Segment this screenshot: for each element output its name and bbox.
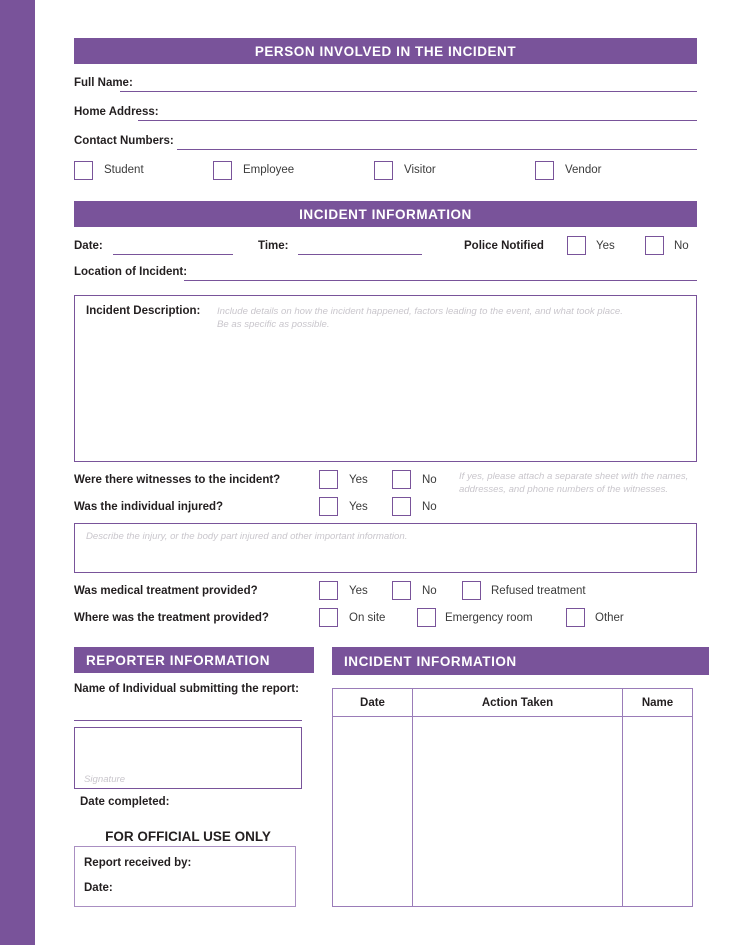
witnesses-hint-line1: If yes, please attach a separate sheet with the names, (459, 471, 689, 482)
full-name-input[interactable] (120, 91, 697, 92)
full-name-label: Full Name: (74, 77, 133, 89)
police-notified-label: Police Notified (464, 240, 544, 252)
action-log-body-row (333, 717, 693, 907)
action-log-column-name: Name (623, 689, 693, 717)
checkbox-treatment-on-site[interactable] (319, 608, 338, 627)
checkbox-employee-label: Employee (243, 164, 295, 176)
official-use-box (74, 846, 296, 907)
checkbox-treatment-emergency-room[interactable] (417, 608, 436, 627)
injury-description-hint: Describe the injury, or the body part injured and other important information. (86, 531, 408, 542)
injured-question-label: Was the individual injured? (74, 501, 224, 513)
checkbox-treatment-refused-label: Refused treatment (491, 585, 586, 597)
action-log-cell-action-taken[interactable] (413, 717, 623, 907)
checkbox-police-notified-yes-label: Yes (596, 240, 615, 252)
report-received-by-label: Report received by: (84, 857, 192, 869)
checkbox-treatment-refused[interactable] (462, 581, 481, 600)
action-log-column-action-taken: Action Taken (413, 689, 623, 717)
action-log-column-date: Date (333, 689, 413, 717)
checkbox-treatment-other-label: Other (595, 612, 624, 624)
form-content (74, 0, 697, 945)
checkbox-injured-no[interactable] (392, 497, 411, 516)
checkbox-employee[interactable] (213, 161, 232, 180)
incident-time-input[interactable] (298, 254, 422, 255)
section-header-incident-information-label: INCIDENT INFORMATION (299, 206, 472, 222)
official-date-label: Date: (84, 882, 113, 894)
checkbox-treatment-on-site-label: On site (349, 612, 386, 624)
witnesses-question-label: Were there witnesses to the incident? (74, 474, 281, 486)
incident-time-label: Time: (258, 240, 289, 252)
section-header-incident-information (74, 201, 697, 227)
action-log-cell-date[interactable] (333, 717, 413, 907)
action-log-header-row (333, 689, 693, 717)
checkbox-treatment-yes[interactable] (319, 581, 338, 600)
checkbox-injured-yes-label: Yes (349, 501, 368, 513)
checkbox-police-notified-yes[interactable] (567, 236, 586, 255)
section-header-person-involved-label: PERSON INVOLVED IN THE INCIDENT (254, 43, 517, 59)
contact-numbers-input[interactable] (177, 149, 697, 150)
witnesses-hint-line2: addresses, and phone numbers of the witnesses. (459, 484, 669, 495)
incident-date-label: Date: (74, 240, 103, 252)
section-header-action-log-label: INCIDENT INFORMATION (344, 653, 517, 669)
checkbox-injured-yes[interactable] (319, 497, 338, 516)
checkbox-treatment-no[interactable] (392, 581, 411, 600)
treatment-location-question-label: Where was the treatment provided? (74, 612, 269, 624)
checkbox-police-notified-no[interactable] (645, 236, 664, 255)
checkbox-student-label: Student (104, 164, 144, 176)
action-log-table (332, 688, 693, 907)
checkbox-student[interactable] (74, 161, 93, 180)
incident-description-hint-line1: Include details on how the incident happened, factors leading to the event, and what took place. (217, 306, 623, 317)
checkbox-witnesses-no[interactable] (392, 470, 411, 489)
location-of-incident-input[interactable] (184, 280, 697, 281)
action-log-cell-name[interactable] (623, 717, 693, 907)
home-address-input[interactable] (138, 120, 697, 121)
incident-date-input[interactable] (113, 254, 233, 255)
checkbox-vendor-label: Vendor (565, 164, 602, 176)
checkbox-witnesses-no-label: No (422, 474, 437, 486)
section-header-reporter-information-label: REPORTER INFORMATION (86, 652, 270, 668)
incident-description-hint-line2: Be as specific as possible. (217, 319, 330, 330)
checkbox-injured-no-label: No (422, 501, 437, 513)
checkbox-police-notified-no-label: No (674, 240, 689, 252)
reporter-name-label: Name of Individual submitting the report: (74, 683, 299, 695)
medical-treatment-question-label: Was medical treatment provided? (74, 585, 258, 597)
incident-description-label: Incident Description: (86, 305, 201, 317)
checkbox-treatment-emergency-room-label: Emergency room (445, 612, 533, 624)
section-header-reporter-information (74, 647, 314, 673)
home-address-label: Home Address: (74, 106, 159, 118)
checkbox-visitor-label: Visitor (404, 164, 436, 176)
checkbox-witnesses-yes[interactable] (319, 470, 338, 489)
checkbox-visitor[interactable] (374, 161, 393, 180)
signature-hint: Signature (84, 774, 126, 785)
official-use-only-title: FOR OFFICIAL USE ONLY (105, 829, 271, 844)
date-completed-label: Date completed: (80, 796, 170, 808)
section-header-action-log (332, 647, 709, 675)
checkbox-treatment-other[interactable] (566, 608, 585, 627)
checkbox-vendor[interactable] (535, 161, 554, 180)
left-accent-bar (0, 0, 35, 945)
section-header-person-involved (74, 38, 697, 64)
contact-numbers-label: Contact Numbers: (74, 135, 174, 147)
reporter-name-input[interactable] (74, 720, 302, 721)
incident-description-box[interactable] (74, 295, 697, 462)
location-of-incident-label: Location of Incident: (74, 266, 188, 278)
checkbox-witnesses-yes-label: Yes (349, 474, 368, 486)
checkbox-treatment-no-label: No (422, 585, 437, 597)
checkbox-treatment-yes-label: Yes (349, 585, 368, 597)
